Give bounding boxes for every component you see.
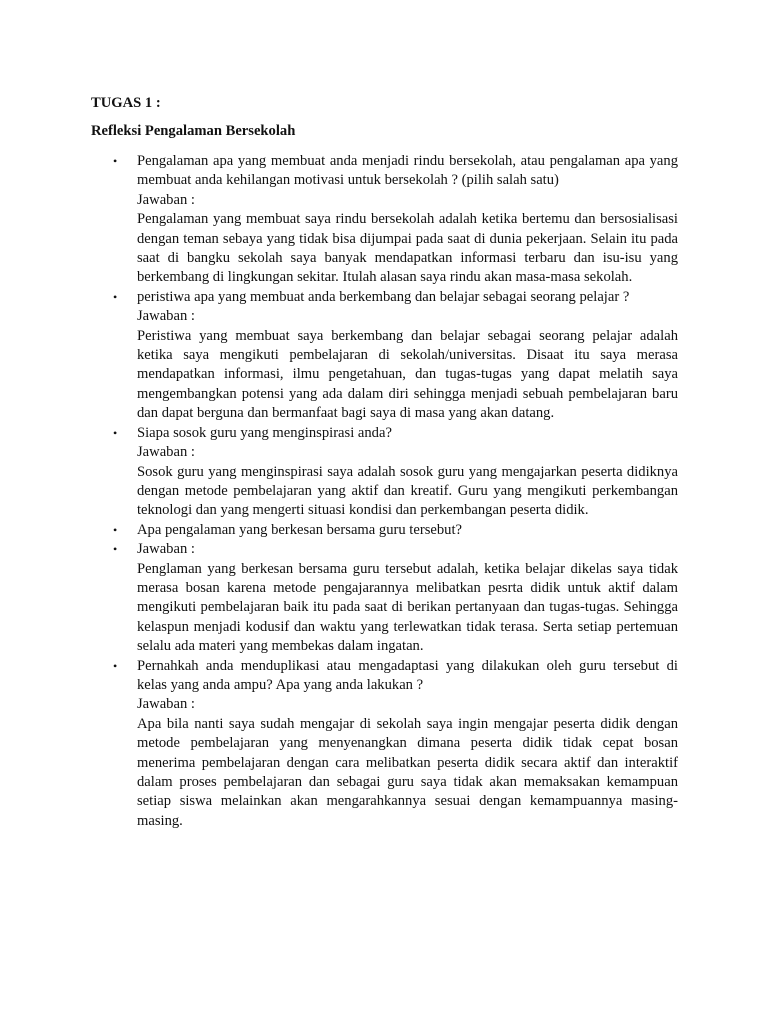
question-line: Apa pengalaman yang berkesan bersama guru tersebut? [137,521,462,538]
bullet-icon: • [113,289,118,304]
list-item [0,424,768,521]
answer-line: selalu ada materi yang membekas dalam ingatan. [137,638,424,655]
answer-label: Jawaban : [137,541,195,558]
answer-line: masing. [137,812,183,829]
bullet-icon: • [113,425,118,440]
answer-line: Peristiwa yang membuat saya berkembang dan belajar sebagai seorang pelajar adalah [137,327,678,344]
answer-line: mengikuti pembelajaran baik itu pada saat di berikan pertanyaan dan tugas-tugas. Sehingga [137,599,678,616]
answer-line: setiap siswa melainkan akan mengarahkannya sesuai dengan kemampuannya masing- [137,793,678,810]
bullet-icon: • [113,522,118,537]
answer-line: Apa bila nanti saya sudah mengajar di sekolah saya ingin mengajar peserta didik dengan [137,715,678,732]
reflection-list [0,152,768,831]
answer-line: metode pembelajaran yang menyenangkan dimana peserta didik tidak cepat bosan [137,735,678,752]
question-line: peristiwa apa yang membuat anda berkembang dan belajar sebagai seorang pelajar ? [137,288,630,305]
list-item [0,288,768,424]
question-line: Pernahkah anda menduplikasi atau mengadaptasi yang dilakukan oleh guru tersebut di [137,657,678,674]
question-line: Pengalaman apa yang membuat anda menjadi rindu bersekolah, atau pengalaman apa yang [137,153,678,169]
list-item [0,521,768,540]
answer-line: dan dapat berguna dan bermanfaat bagi saya di masa yang akan datang. [137,405,555,422]
answer-line: dalam proses pembelajaran dan sebagai guru saya tidak akan memaksakan kemampuan [137,774,678,790]
answer-line: dengan teman sebaya yang tidak bisa dijumpai pada saat di dunia pekerjaan. Selain itu pada [137,230,678,247]
answer-line: Penglaman yang berkesan bersama guru tersebut adalah, ketika belajar dikelas saya tidak [137,560,678,577]
answer-line: ketika saya mengikuti pembelajaran di sekolah/universitas. Disaat itu saya merasa [137,347,678,364]
answer-line: saat di bangku sekolah saya banyak mendapatkan informasi terbaru dan isu-isu yang [137,250,678,267]
answer-line: mendapatkan informasi, ilmu pengetahuan, dan tugas-tugas yang dapat melatih saya [137,366,678,383]
answer-line: teknologi dan yang mengerti situasi kondisi dan perkembangan peserta didik. [137,502,589,519]
question-line: Siapa sosok guru yang menginspirasi anda? [137,424,392,441]
list-item [0,540,768,656]
list-item [0,152,768,288]
bullet-icon: • [113,658,118,673]
answer-line: Pengalaman yang membuat saya rindu bersekolah adalah ketika bertemu dan bersosialisasi [137,211,678,228]
document-title: TUGAS 1 : [91,95,161,111]
answer-line: kelaspun menjadi kodusif dan waktu yang terlewatkan tidak terasa. Serta setiap pertemuan [137,618,678,635]
answer-line: Sosok guru yang menginspirasi saya adalah sosok guru yang mengajarkan peserta didiknya [137,463,678,480]
list-item [0,657,768,832]
bullet-icon: • [113,542,118,557]
document-subtitle: Refleksi Pengalaman Bersekolah [91,123,296,139]
answer-line: menerima pembelajaran dengan cara melibatkan peserta didik secara aktif dan interaktif [137,754,678,771]
question-line: kelas yang anda ampu? Apa yang anda lakukan ? [137,676,424,693]
answer-line: berkembang di lingkungan sekitar. Itulah alasan saya rindu akan masa-masa sekolah. [137,269,633,286]
question-line: membuat anda kehilangan motivasi untuk bersekolah ? (pilih salah satu) [137,172,559,189]
answer-label: Jawaban : [137,191,195,208]
answer-line: dengan metode pembelajaran yang aktif dan kreatif. Guru yang mengikuti perkembangan [137,482,678,499]
answer-line: mengembangkan potensi yang ada dalam diri sehingga menjadi sebuah pembelajaran baru [137,385,678,402]
answer-label: Jawaban : [137,444,195,461]
answer-line: merasa bosan karena metode pengajarannya melibatkan pesrta didik untuk aktif dalam [137,579,678,596]
answer-label: Jawaban : [137,696,195,713]
bullet-icon: • [113,154,118,168]
answer-label: Jawaban : [137,308,195,325]
